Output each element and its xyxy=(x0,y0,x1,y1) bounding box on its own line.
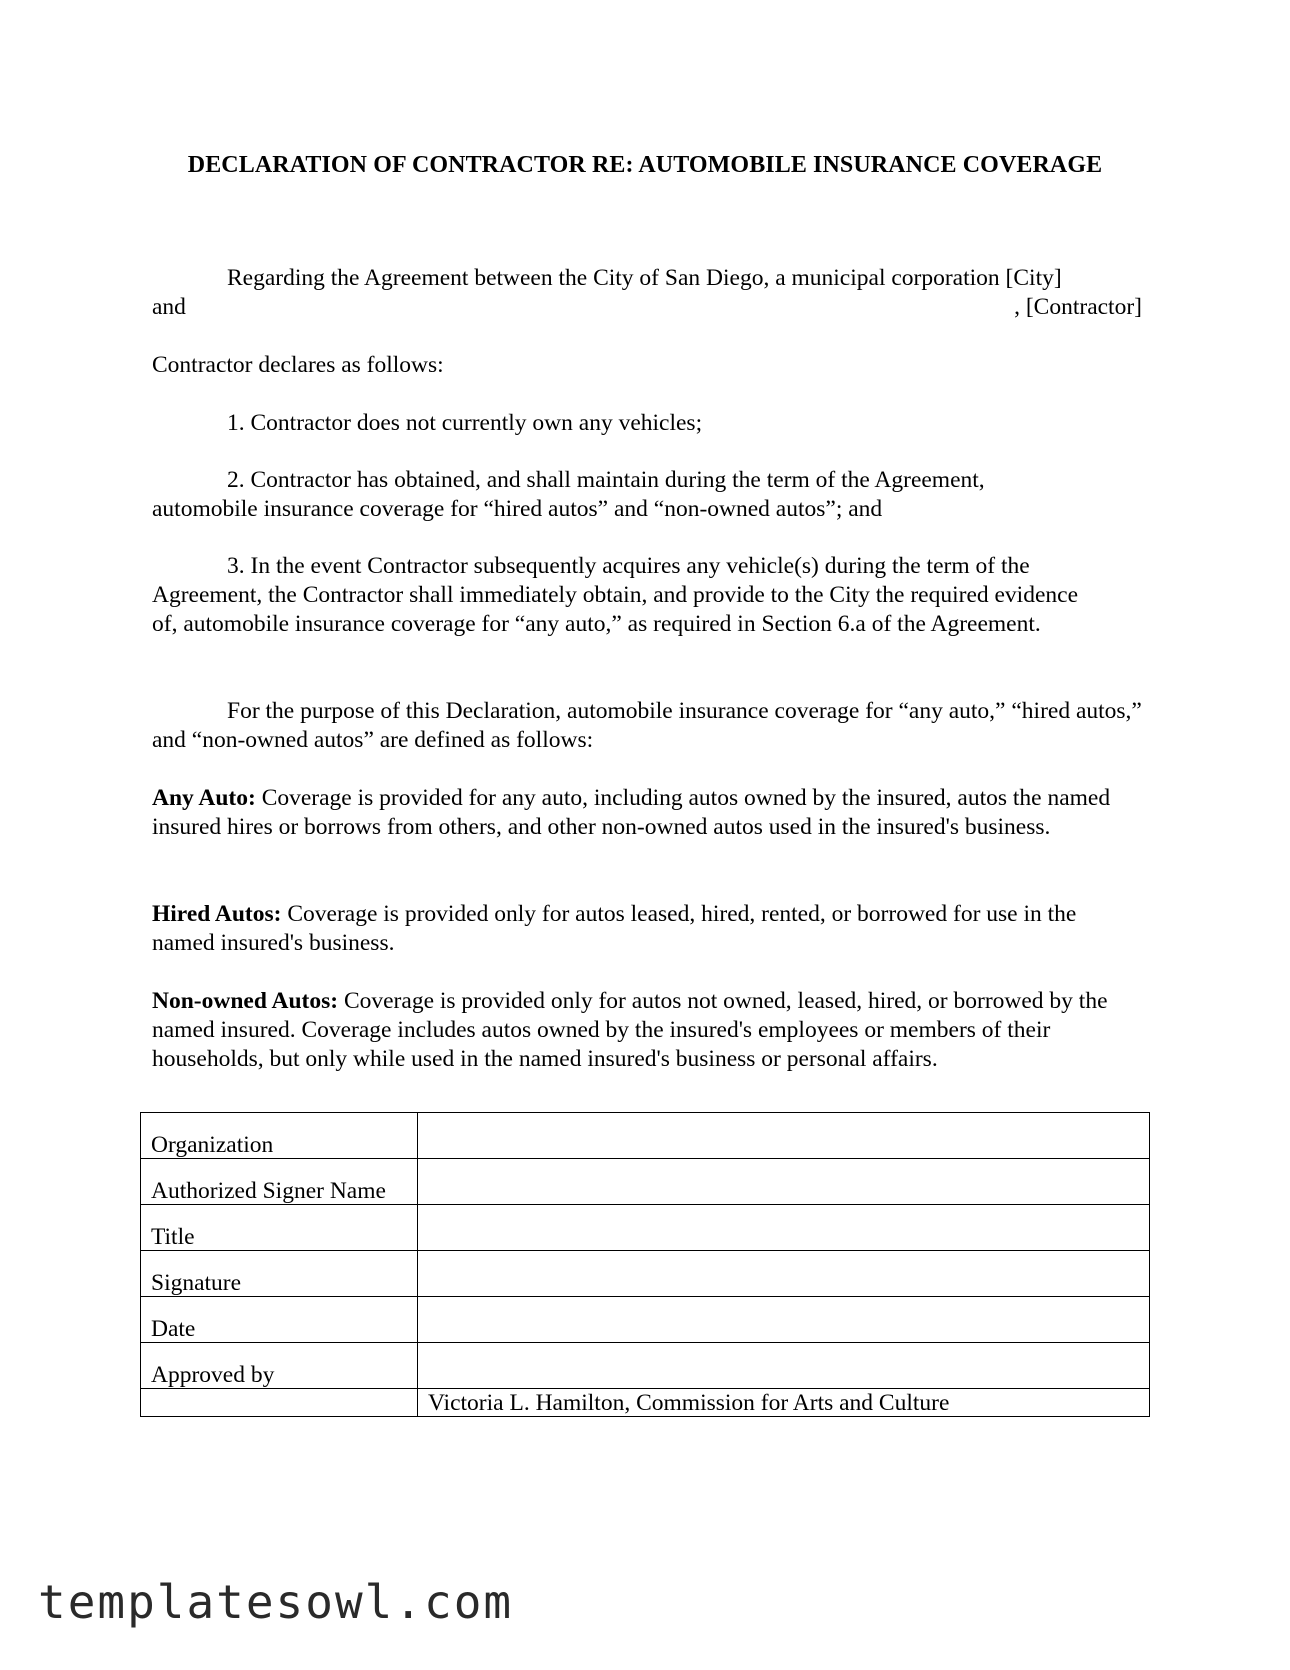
signer-name-label: Authorized Signer Name xyxy=(141,1159,418,1205)
definition-non-owned-autos xyxy=(152,987,1152,1074)
signer-name-field[interactable] xyxy=(418,1159,1150,1205)
approved-by-field[interactable] xyxy=(418,1343,1150,1389)
watermark-text: templatesowl.com xyxy=(38,1575,514,1629)
title-field[interactable] xyxy=(418,1205,1150,1251)
definition-text: Coverage is provided only for autos not owned, leased, hired, or borrowed by the named insured. Coverage includes autos owned by the insured's employees or members of their households, but only while used in the named insured's business or personal affairs. xyxy=(152,988,1108,1072)
declaration-item-3: 3. In the event Contractor subsequently acquires any vehicle(s) during the term of the Agreement, the Contractor shall immediately obtain, and provide to the City the required evidence of, automobile insurance coverage for “any auto,” as required in Section 6.a of the Agreement. xyxy=(152,553,1079,637)
intro-line: Regarding the Agreement between the City of San Diego, a municipal corporation [City] xyxy=(227,265,1062,291)
intro-and: and xyxy=(152,294,186,320)
title-label: Title xyxy=(141,1205,418,1251)
organization-label: Organization xyxy=(141,1113,418,1159)
declaration-item-2: 2. Contractor has obtained, and shall maintain during the term of the Agreement, automobile insurance coverage for “hired autos” and “non-owned autos”; and xyxy=(152,467,985,522)
definition-text: Coverage is provided only for autos leased, hired, rented, or borrowed for use in the named insured's business. xyxy=(152,901,1077,956)
document-title: DECLARATION OF CONTRACTOR RE: AUTOMOBILE INSURANCE COVERAGE xyxy=(187,152,1103,178)
approver-name: Victoria L. Hamilton, Commission for Arts and Culture xyxy=(418,1389,1150,1417)
intro-contractor-line xyxy=(152,293,1142,322)
signature-label: Signature xyxy=(141,1251,418,1297)
definition-text: Coverage is provided for any auto, including autos owned by the insured, autos the named insured hires or borrows from others, and other non-owned autos used in the insured's business. xyxy=(152,785,1111,840)
table-row xyxy=(141,1343,1150,1389)
empty-cell xyxy=(141,1389,418,1417)
table-row xyxy=(141,1251,1150,1297)
purpose-paragraph: For the purpose of this Declaration, automobile insurance coverage for “any auto,” “hired autos,” and “non-owned autos” are defined as follows: xyxy=(152,698,1142,753)
signature-table xyxy=(140,1112,1150,1417)
table-row xyxy=(141,1297,1150,1343)
signature-field[interactable] xyxy=(418,1251,1150,1297)
declares-heading: Contractor declares as follows: xyxy=(152,352,444,378)
definition-term: Non-owned Autos: xyxy=(152,988,339,1014)
definition-hired-autos xyxy=(152,900,1132,958)
definition-any-auto xyxy=(152,784,1132,842)
intro-contractor-label: , [Contractor] xyxy=(1014,294,1142,320)
date-label: Date xyxy=(141,1297,418,1343)
table-row xyxy=(141,1159,1150,1205)
approved-by-label: Approved by xyxy=(141,1343,418,1389)
organization-field[interactable] xyxy=(418,1113,1150,1159)
definition-term: Any Auto: xyxy=(152,785,256,811)
declaration-item-1: 1. Contractor does not currently own any vehicles; xyxy=(227,410,703,436)
definition-term: Hired Autos: xyxy=(152,901,282,927)
table-row xyxy=(141,1389,1150,1417)
date-field[interactable] xyxy=(418,1297,1150,1343)
table-row xyxy=(141,1205,1150,1251)
table-row xyxy=(141,1113,1150,1159)
